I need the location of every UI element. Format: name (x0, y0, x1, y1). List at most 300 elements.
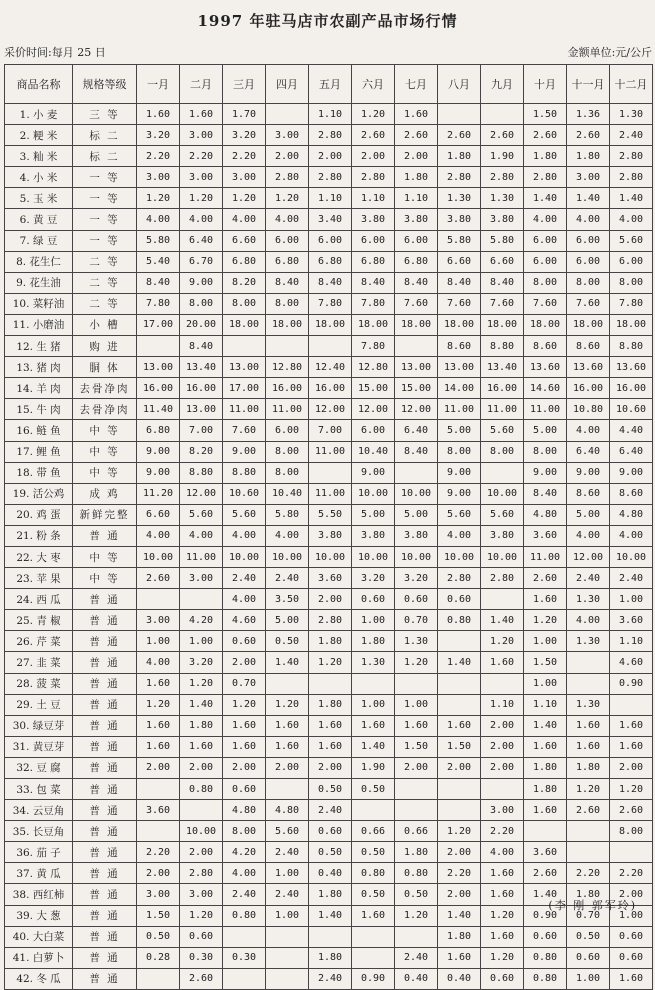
price-cell (309, 673, 352, 694)
price-cell (438, 779, 481, 800)
price-cell: 16.00 (481, 378, 524, 399)
price-cell: 10.00 (395, 546, 438, 567)
price-cell: 13.40 (481, 357, 524, 378)
price-cell: 2.00 (223, 652, 266, 673)
price-cell (137, 336, 180, 357)
price-cell: 11.00 (481, 399, 524, 420)
price-cell: 11.00 (524, 399, 567, 420)
price-cell: 1.20 (481, 947, 524, 968)
subtitle-row (4, 44, 652, 60)
price-cell: 12.00 (395, 399, 438, 420)
price-cell: 8.40 (180, 336, 223, 357)
price-cell: 3.80 (481, 525, 524, 546)
column-header: 十月 (524, 65, 567, 104)
product-name: 24. 西 瓜 (5, 589, 73, 610)
page-title: 1997 年驻马店市农副产品市场行情 (197, 12, 458, 30)
price-cell: 10.00 (352, 483, 395, 504)
table-row (5, 673, 653, 694)
spec-grade: 普 通 (73, 610, 137, 631)
price-cell: 6.00 (567, 251, 610, 272)
product-name: 16. 鲢 鱼 (5, 420, 73, 441)
price-cell (481, 104, 524, 125)
price-cell: 1.10 (395, 188, 438, 209)
spec-grade: 普 通 (73, 968, 137, 989)
price-cell: 4.00 (180, 209, 223, 230)
column-header: 三月 (223, 65, 266, 104)
price-cell: 2.00 (395, 146, 438, 167)
table-row (5, 104, 653, 125)
product-name: 31. 黄豆芽 (5, 736, 73, 757)
price-cell: 20.00 (180, 314, 223, 335)
price-cell: 0.50 (395, 884, 438, 905)
price-cell: 3.00 (481, 800, 524, 821)
price-cell: 5.00 (352, 504, 395, 525)
price-cell: 2.40 (266, 568, 309, 589)
price-cell: 2.80 (438, 167, 481, 188)
price-cell: 1.60 (137, 673, 180, 694)
price-cell: 1.60 (567, 736, 610, 757)
price-cell: 2.00 (481, 736, 524, 757)
price-cell: 7.60 (481, 293, 524, 314)
price-cell: 5.00 (395, 504, 438, 525)
spec-grade: 中 等 (73, 546, 137, 567)
price-cell: 1.00 (266, 863, 309, 884)
price-cell: 5.00 (266, 610, 309, 631)
price-cell: 16.00 (137, 378, 180, 399)
price-cell: 1.20 (180, 188, 223, 209)
table-row (5, 842, 653, 863)
price-cell: 2.60 (352, 125, 395, 146)
price-cell (309, 926, 352, 947)
price-cell: 1.10 (481, 694, 524, 715)
price-cell: 1.10 (309, 188, 352, 209)
price-cell: 0.28 (137, 947, 180, 968)
product-name: 14. 羊 肉 (5, 378, 73, 399)
spec-grade: 二 等 (73, 293, 137, 314)
price-cell: 18.00 (481, 314, 524, 335)
price-cell (395, 336, 438, 357)
price-cell: 1.00 (524, 631, 567, 652)
price-cell: 13.60 (524, 357, 567, 378)
price-cell: 7.60 (223, 420, 266, 441)
price-cell: 3.00 (180, 167, 223, 188)
price-cell: 13.00 (395, 357, 438, 378)
price-cell: 5.00 (438, 420, 481, 441)
price-cell: 1.60 (137, 715, 180, 736)
price-cell: 7.80 (309, 293, 352, 314)
price-cell: 5.80 (481, 230, 524, 251)
price-cell: 2.60 (438, 125, 481, 146)
price-cell: 3.80 (395, 209, 438, 230)
price-cell: 2.00 (266, 146, 309, 167)
price-cell: 4.20 (223, 842, 266, 863)
price-cell: 9.00 (352, 462, 395, 483)
price-cell: 2.40 (309, 968, 352, 989)
price-cell: 1.00 (352, 694, 395, 715)
price-cell: 12.00 (180, 483, 223, 504)
price-cell: 17.00 (223, 378, 266, 399)
price-cell: 10.00 (481, 546, 524, 567)
price-cell: 1.00 (180, 631, 223, 652)
table-row (5, 926, 653, 947)
price-cell: 0.60 (309, 821, 352, 842)
price-cell: 1.90 (481, 146, 524, 167)
price-cell: 1.80 (438, 926, 481, 947)
price-cell: 0.60 (223, 779, 266, 800)
price-cell: 7.60 (395, 293, 438, 314)
spec-grade: 成 鸡 (73, 483, 137, 504)
price-cell: 1.40 (567, 188, 610, 209)
product-name: 22. 大 枣 (5, 546, 73, 567)
price-cell: 2.00 (438, 842, 481, 863)
price-cell: 2.20 (137, 146, 180, 167)
price-cell: 0.60 (180, 926, 223, 947)
table-row (5, 546, 653, 567)
price-cell: 2.60 (567, 125, 610, 146)
unit-note: 金额单位:元/公斤 (567, 46, 652, 59)
price-cell: 2.80 (309, 125, 352, 146)
price-cell: 0.60 (567, 947, 610, 968)
spec-grade: 一 等 (73, 230, 137, 251)
price-cell: 2.80 (309, 167, 352, 188)
price-cell (395, 779, 438, 800)
price-cell: 1.40 (524, 715, 567, 736)
price-cell: 1.30 (481, 188, 524, 209)
price-cell: 0.70 (223, 673, 266, 694)
price-cell: 1.60 (481, 652, 524, 673)
price-cell (438, 694, 481, 715)
price-cell: 6.70 (180, 251, 223, 272)
product-name: 28. 菠 菜 (5, 673, 73, 694)
price-cell: 0.60 (481, 968, 524, 989)
product-name: 9. 花生油 (5, 272, 73, 293)
price-cell: 3.00 (567, 167, 610, 188)
spec-grade: 标 二 (73, 146, 137, 167)
price-cell: 1.80 (524, 779, 567, 800)
price-cell: 0.60 (352, 589, 395, 610)
price-cell: 1.80 (567, 146, 610, 167)
price-cell: 1.80 (309, 947, 352, 968)
spec-grade: 普 通 (73, 589, 137, 610)
product-name: 37. 黄 瓜 (5, 863, 73, 884)
price-cell: 4.00 (223, 209, 266, 230)
price-cell: 0.60 (395, 589, 438, 610)
price-cell: 1.20 (481, 905, 524, 926)
price-cell: 7.60 (567, 293, 610, 314)
price-cell: 18.00 (524, 314, 567, 335)
price-cell: 6.80 (223, 251, 266, 272)
price-cell: 1.00 (610, 589, 653, 610)
price-cell: 12.40 (309, 357, 352, 378)
price-cell: 8.60 (438, 336, 481, 357)
price-cell: 16.00 (180, 378, 223, 399)
price-cell: 16.00 (309, 378, 352, 399)
price-cell: 0.80 (395, 863, 438, 884)
spec-grade: 一 等 (73, 209, 137, 230)
price-cell: 1.20 (567, 779, 610, 800)
price-cell: 0.90 (524, 905, 567, 926)
price-cell: 3.60 (524, 842, 567, 863)
price-cell: 9.00 (610, 462, 653, 483)
price-cell: 2.80 (481, 167, 524, 188)
price-cell (567, 652, 610, 673)
product-name: 36. 茄 子 (5, 842, 73, 863)
table-row (5, 420, 653, 441)
price-cell: 15.00 (395, 378, 438, 399)
price-cell: 0.50 (352, 842, 395, 863)
price-cell: 7.80 (352, 293, 395, 314)
price-cell: 8.00 (223, 293, 266, 314)
price-cell: 3.20 (180, 652, 223, 673)
price-cell: 8.00 (223, 821, 266, 842)
product-name: 20. 鸡 蛋 (5, 504, 73, 525)
price-cell (266, 673, 309, 694)
column-header: 八月 (438, 65, 481, 104)
product-name: 11. 小磨油 (5, 314, 73, 335)
table-row (5, 272, 653, 293)
price-cell: 1.60 (223, 715, 266, 736)
price-cell: 1.60 (395, 715, 438, 736)
price-cell: 3.20 (352, 568, 395, 589)
price-cell: 1.30 (438, 188, 481, 209)
price-cell (567, 673, 610, 694)
price-cell: 2.40 (610, 125, 653, 146)
price-cell: 2.60 (610, 800, 653, 821)
price-cell: 6.60 (223, 230, 266, 251)
spec-grade: 普 通 (73, 842, 137, 863)
price-cell: 6.00 (395, 230, 438, 251)
price-cell: 8.00 (438, 441, 481, 462)
price-cell: 10.00 (137, 546, 180, 567)
price-cell: 16.00 (266, 378, 309, 399)
product-name: 5. 玉 米 (5, 188, 73, 209)
table-row (5, 167, 653, 188)
price-cell: 1.00 (524, 673, 567, 694)
price-cell: 4.20 (180, 610, 223, 631)
price-cell: 3.20 (137, 125, 180, 146)
price-cell: 0.50 (137, 926, 180, 947)
price-cell: 10.80 (567, 399, 610, 420)
price-cell: 1.40 (524, 188, 567, 209)
price-cell (309, 462, 352, 483)
price-cell: 1.50 (524, 104, 567, 125)
price-cell: 10.00 (395, 483, 438, 504)
price-cell: 9.00 (524, 462, 567, 483)
price-cell: 6.40 (395, 420, 438, 441)
product-name: 32. 豆 腐 (5, 757, 73, 778)
price-cell: 5.60 (438, 504, 481, 525)
table-row (5, 146, 653, 167)
price-cell: 10.00 (438, 546, 481, 567)
spec-grade: 普 通 (73, 525, 137, 546)
spec-grade: 普 通 (73, 694, 137, 715)
price-cell: 3.80 (309, 525, 352, 546)
table-row (5, 589, 653, 610)
price-cell: 4.80 (266, 800, 309, 821)
price-cell: 4.00 (567, 209, 610, 230)
price-cell (567, 821, 610, 842)
table-row (5, 314, 653, 335)
price-cell: 1.60 (524, 800, 567, 821)
price-cell: 2.80 (352, 167, 395, 188)
price-cell: 8.00 (180, 293, 223, 314)
price-cell: 0.80 (524, 968, 567, 989)
price-cell (223, 968, 266, 989)
price-cell: 8.40 (137, 272, 180, 293)
price-cell: 1.30 (567, 694, 610, 715)
price-cell: 8.00 (610, 821, 653, 842)
spec-grade: 中 等 (73, 420, 137, 441)
price-cell: 8.80 (481, 336, 524, 357)
price-cell: 1.80 (309, 631, 352, 652)
price-cell: 3.80 (395, 525, 438, 546)
price-cell: 3.00 (223, 167, 266, 188)
price-cell: 13.00 (137, 357, 180, 378)
price-cell: 10.00 (309, 546, 352, 567)
price-cell: 7.60 (524, 293, 567, 314)
product-name: 15. 牛 肉 (5, 399, 73, 420)
price-cell: 4.80 (524, 504, 567, 525)
price-cell: 0.80 (438, 610, 481, 631)
product-name: 25. 青 椒 (5, 610, 73, 631)
price-cell: 2.60 (180, 968, 223, 989)
table-row (5, 441, 653, 462)
price-cell: 1.00 (266, 905, 309, 926)
price-cell: 1.20 (266, 188, 309, 209)
price-cell: 11.00 (309, 441, 352, 462)
price-cell: 1.80 (309, 694, 352, 715)
price-cell: 1.80 (395, 167, 438, 188)
price-cell (180, 800, 223, 821)
price-cell: 2.00 (610, 884, 653, 905)
price-cell (567, 842, 610, 863)
price-cell: 1.10 (309, 104, 352, 125)
price-cell: 3.40 (309, 209, 352, 230)
price-cell: 2.40 (223, 568, 266, 589)
price-cell: 7.00 (309, 420, 352, 441)
table-row (5, 293, 653, 314)
spec-grade: 二 等 (73, 272, 137, 293)
price-cell: 1.60 (352, 715, 395, 736)
price-cell: 18.00 (395, 314, 438, 335)
price-cell: 0.30 (180, 947, 223, 968)
price-cell: 8.60 (567, 336, 610, 357)
product-name: 21. 粉 条 (5, 525, 73, 546)
price-cell (266, 336, 309, 357)
price-cell: 1.70 (223, 104, 266, 125)
price-cell: 3.60 (309, 568, 352, 589)
price-cell: 1.20 (309, 652, 352, 673)
price-cell: 18.00 (223, 314, 266, 335)
price-cell: 1.60 (481, 926, 524, 947)
price-cell: 1.40 (481, 610, 524, 631)
price-cell: 2.80 (524, 167, 567, 188)
price-cell (395, 462, 438, 483)
price-cell: 11.20 (137, 483, 180, 504)
price-cell: 1.20 (524, 610, 567, 631)
product-name: 29. 土 豆 (5, 694, 73, 715)
price-cell (266, 779, 309, 800)
spec-grade: 普 通 (73, 652, 137, 673)
spec-grade: 三 等 (73, 104, 137, 125)
price-cell: 4.00 (137, 525, 180, 546)
price-cell: 8.00 (610, 272, 653, 293)
price-cell: 1.00 (610, 905, 653, 926)
price-cell: 1.00 (137, 631, 180, 652)
price-cell: 1.00 (352, 610, 395, 631)
column-header: 十二月 (610, 65, 653, 104)
spec-grade: 新鲜完整 (73, 504, 137, 525)
price-cell: 13.00 (180, 399, 223, 420)
price-cell: 1.20 (223, 188, 266, 209)
price-cell: 1.20 (438, 821, 481, 842)
product-name: 39. 大 葱 (5, 905, 73, 926)
table-row (5, 631, 653, 652)
price-cell: 11.00 (309, 483, 352, 504)
table-row (5, 251, 653, 272)
price-cell: 6.40 (567, 441, 610, 462)
price-cell: 1.60 (438, 715, 481, 736)
price-cell: 9.00 (223, 441, 266, 462)
price-cell (610, 842, 653, 863)
column-header: 规格等级 (73, 65, 137, 104)
price-cell: 1.40 (309, 905, 352, 926)
price-cell: 4.00 (567, 525, 610, 546)
price-cell: 0.66 (395, 821, 438, 842)
price-cell: 8.40 (309, 272, 352, 293)
price-cell: 1.30 (567, 589, 610, 610)
price-cell: 1.80 (567, 757, 610, 778)
price-cell: 2.20 (180, 146, 223, 167)
price-cell: 4.00 (438, 525, 481, 546)
price-cell: 4.60 (223, 610, 266, 631)
price-cell: 1.40 (524, 884, 567, 905)
price-cell: 1.60 (309, 736, 352, 757)
product-name: 1. 小 麦 (5, 104, 73, 125)
price-cell: 2.40 (223, 884, 266, 905)
price-cell: 1.80 (524, 757, 567, 778)
spec-grade: 一 等 (73, 167, 137, 188)
table-row (5, 968, 653, 989)
price-cell: 3.00 (137, 610, 180, 631)
price-cell: 1.36 (567, 104, 610, 125)
price-cell (352, 926, 395, 947)
spec-grade: 普 通 (73, 757, 137, 778)
price-cell: 2.00 (610, 757, 653, 778)
price-cell: 1.60 (223, 736, 266, 757)
price-cell: 0.50 (309, 779, 352, 800)
price-cell (610, 694, 653, 715)
price-cell: 3.50 (266, 589, 309, 610)
price-cell (481, 673, 524, 694)
spec-grade: 去骨净肉 (73, 378, 137, 399)
price-cell: 6.40 (180, 230, 223, 251)
price-cell: 8.00 (524, 272, 567, 293)
price-cell: 0.40 (309, 863, 352, 884)
price-cell: 5.60 (481, 504, 524, 525)
table-row (5, 800, 653, 821)
price-cell: 2.80 (610, 167, 653, 188)
column-header: 六月 (352, 65, 395, 104)
price-cell: 0.60 (524, 926, 567, 947)
table-row (5, 736, 653, 757)
price-cell: 1.80 (309, 884, 352, 905)
price-cell: 12.00 (567, 546, 610, 567)
price-cell: 1.80 (567, 884, 610, 905)
price-cell: 4.00 (223, 525, 266, 546)
product-name: 23. 苹 果 (5, 568, 73, 589)
price-cell: 4.60 (610, 652, 653, 673)
